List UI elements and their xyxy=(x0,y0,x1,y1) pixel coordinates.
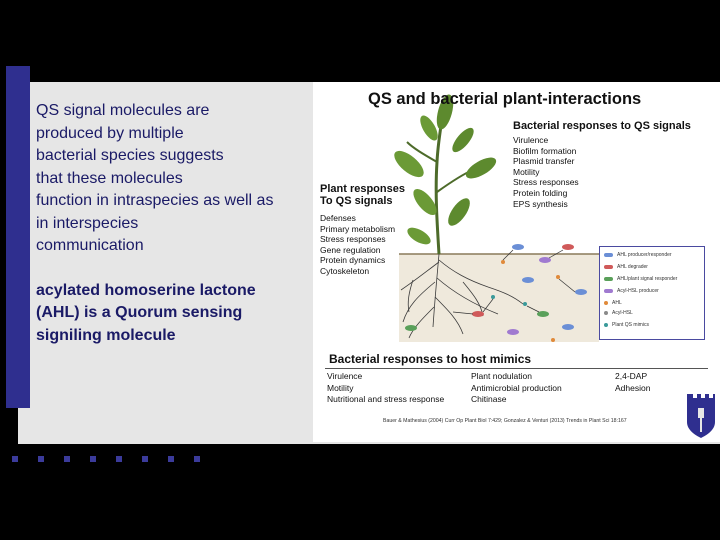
host-mimics-divider xyxy=(325,368,708,369)
plant-responses-heading xyxy=(320,183,405,207)
footer-dot xyxy=(38,456,44,462)
leaf xyxy=(449,125,477,156)
list-item: Stress responses xyxy=(513,177,579,188)
qs-figure xyxy=(313,82,720,442)
legend-swatch xyxy=(604,289,613,293)
host-mimics-heading: Bacterial responses to host mimics xyxy=(329,352,532,366)
list-item: Primary metabolism xyxy=(320,223,396,234)
accent-bar xyxy=(6,66,30,408)
legend-swatch xyxy=(604,301,608,305)
footer-dot xyxy=(64,456,70,462)
host-mimics-col-1 xyxy=(327,371,444,406)
list-item: EPS synthesis xyxy=(513,198,568,209)
text-line: that these molecules xyxy=(36,169,183,187)
list-item: Virulence xyxy=(513,135,549,145)
legend-swatch xyxy=(604,323,608,327)
castle-crest-icon xyxy=(687,392,715,438)
bacterial-responses-heading: Bacterial responses to QS signals xyxy=(513,120,691,132)
text-line: signiling molecule xyxy=(36,326,176,344)
signal-molecule xyxy=(491,295,495,299)
figure-citation: Bauer & Mathesius (2004) Curr Op Plant Biol 7:429; Gonzalez & Venturi (2013) Trends in Plant Sci 18:167 xyxy=(383,418,627,424)
leaf xyxy=(405,224,434,247)
legend-item: Acyl-HSL producer xyxy=(604,288,659,294)
legend-item: AHL degrader xyxy=(604,264,648,270)
list-item: Motility xyxy=(513,166,540,177)
list-item: Motility xyxy=(327,382,354,393)
figure-title: QS and bacterial plant-interactions xyxy=(368,90,642,108)
text-line: (AHL) is a Quorum sensing xyxy=(36,304,243,321)
footer-dot xyxy=(194,456,200,462)
list-item: Stress responses xyxy=(320,234,386,245)
heading-line: To QS signals xyxy=(320,195,393,207)
text-line: QS signal molecules are xyxy=(36,102,210,119)
list-item: Protein folding xyxy=(513,187,568,198)
bacterium xyxy=(507,329,519,335)
bacterium xyxy=(562,324,574,330)
footer-dot xyxy=(12,456,18,462)
leaf xyxy=(390,146,428,181)
text-line: communication xyxy=(36,237,144,254)
list-item: Plasmid transfer xyxy=(513,156,575,167)
list-item: Plant nodulation xyxy=(471,371,532,381)
text-line: acylated homoserine lactone xyxy=(36,281,256,299)
text-line: function in intraspecies as well as xyxy=(36,192,274,209)
list-item: Gene regulation xyxy=(320,244,381,255)
bacterium xyxy=(522,277,534,283)
host-mimics-col-2 xyxy=(471,371,562,406)
footer-dot xyxy=(90,456,96,462)
signal-molecule xyxy=(501,260,505,264)
signal-molecule xyxy=(523,302,527,306)
bacterial-responses-list xyxy=(513,135,579,209)
body-text xyxy=(36,100,308,347)
legend-item: Acyl-HSL xyxy=(604,310,633,316)
paragraph-2 xyxy=(36,280,308,348)
list-item: Antimicrobial production xyxy=(471,382,562,393)
signal-molecule xyxy=(551,338,555,342)
list-item: Adhesion xyxy=(615,382,651,393)
plant-responses-list xyxy=(320,213,395,277)
bacterium xyxy=(512,244,524,250)
legend-swatch xyxy=(604,311,608,315)
list-item: Virulence xyxy=(327,371,363,381)
figure-legend xyxy=(599,246,705,340)
legend-swatch xyxy=(604,253,613,257)
list-item: Protein dynamics xyxy=(320,255,386,266)
list-item: Cytoskeleton xyxy=(320,265,370,276)
bacterium xyxy=(405,325,417,331)
footer-dot xyxy=(168,456,174,462)
list-item: Defenses xyxy=(320,213,356,223)
host-mimics-col-3 xyxy=(615,371,650,394)
text-line: in interspecies xyxy=(36,214,139,232)
list-item: 2,4-DAP xyxy=(615,371,648,381)
footer-dot xyxy=(142,456,148,462)
list-item: Chitinase xyxy=(471,394,507,404)
legend-item: AHL producer/responder xyxy=(604,252,672,258)
legend-swatch xyxy=(604,265,613,269)
paragraph-1 xyxy=(36,100,308,258)
signal-molecule xyxy=(556,275,560,279)
leaf xyxy=(444,195,474,229)
legend-item: Plant QS mimics xyxy=(604,322,649,328)
bacterium xyxy=(472,311,484,317)
footer-dot xyxy=(116,456,122,462)
legend-swatch xyxy=(604,277,613,281)
list-item: Nutritional and stress response xyxy=(327,394,445,404)
list-item: Biofilm formation xyxy=(513,145,577,156)
leaf xyxy=(463,153,499,182)
legend-item: AHL xyxy=(604,300,622,306)
text-line: bacterial species suggests xyxy=(36,147,224,164)
text-line: produced by multiple xyxy=(36,124,184,142)
heading-line: Plant responses xyxy=(320,183,405,195)
legend-item: AHL/plant signal responder xyxy=(604,276,677,282)
bacterium xyxy=(562,244,574,250)
bacterium xyxy=(575,289,587,295)
